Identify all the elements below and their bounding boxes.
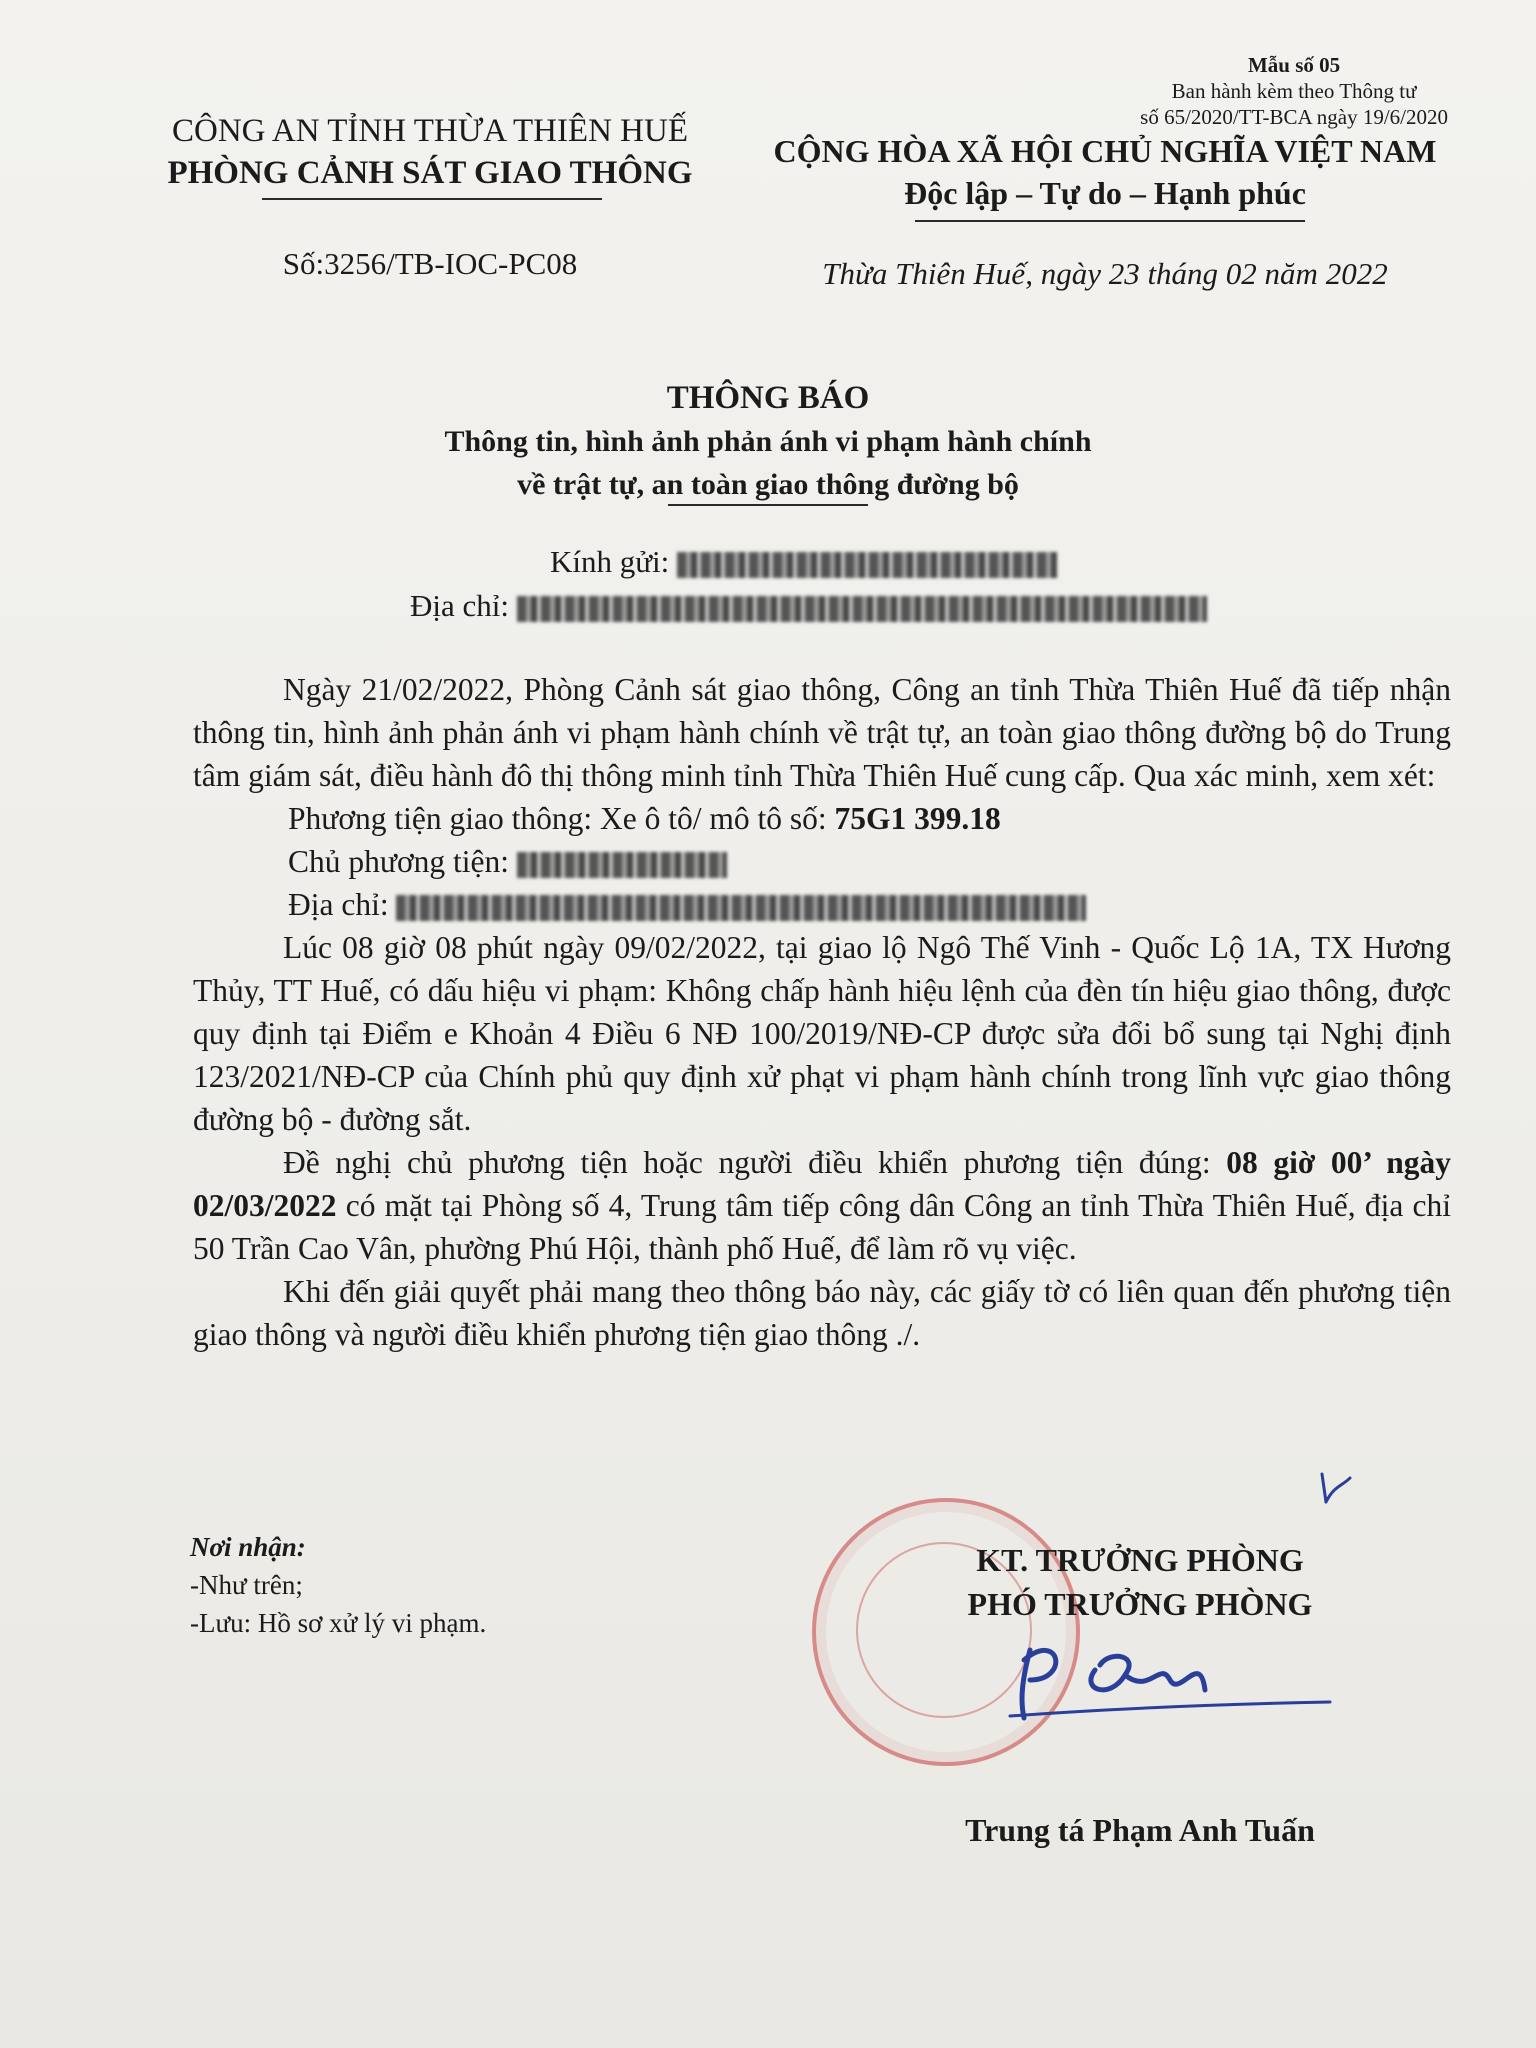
- recipient-address-line: [350, 584, 1450, 628]
- recipient-item: -Như trên;: [190, 1570, 303, 1600]
- paragraph-intro: Ngày 21/02/2022, Phòng Cảnh sát giao thông, Công an tỉnh Thừa Thiên Huế đã tiếp nhận thông tin, hình ảnh phản ánh vi phạm hành chính về trật tự, an toàn giao thông đường bộ do Trung tâm giám sát, điều hành đô thị thông minh tỉnh Thừa Thiên Huế cung cấp. Qua xác minh, xem xét:: [193, 672, 1451, 793]
- owner-line: [193, 840, 1451, 883]
- request-time: 08 giờ 00’ ngày 02/03/2022: [193, 1145, 1451, 1223]
- request-start: Đề nghị chủ phương tiện hoặc người điều khiển phương tiện đúng:: [283, 1145, 1211, 1180]
- subtitle-line1: Thông tin, hình ảnh phản ánh vi phạm hành chính: [444, 425, 1092, 458]
- paragraph-documents: Khi đến giải quyết phải mang theo thông báo này, các giấy tờ có liên quan đến phương tiện giao thông và người điều khiển phương tiện giao thông ./.: [193, 1274, 1451, 1352]
- recipients-list: [190, 1528, 486, 1642]
- form-issued-line1: Ban hành kèm theo Thông tư: [1171, 79, 1417, 103]
- issuing-agency: [150, 110, 710, 194]
- redacted-name: [677, 552, 1057, 578]
- paragraph-request: [193, 1141, 1451, 1270]
- handwritten-signature: [1000, 1620, 1340, 1730]
- redacted-owner: [517, 852, 727, 878]
- signature-title2: PHÓ TRƯỞNG PHÒNG: [967, 1586, 1313, 1622]
- agency-department: PHÒNG CẢNH SÁT GIAO THÔNG: [167, 155, 693, 191]
- signature-block: [870, 1538, 1410, 1626]
- agency-underline: [262, 198, 602, 200]
- form-reference: [1140, 52, 1448, 130]
- form-number: Mẫu số 05: [1247, 53, 1341, 77]
- place-date: Thừa Thiên Huế, ngày 23 tháng 02 năm 2022: [822, 256, 1388, 291]
- agency-parent: CÔNG AN TỈNH THỪA THIÊN HUẾ: [171, 113, 688, 149]
- title-block: [0, 376, 1536, 506]
- redacted-address: [517, 596, 1207, 622]
- recipient-block: [350, 540, 1450, 628]
- document-body: [193, 668, 1451, 1356]
- redacted-owner-address: [396, 895, 1086, 921]
- recipient-label: Kính gửi:: [550, 544, 670, 579]
- owner-address-line: [193, 883, 1451, 926]
- subtitle-line2: về trật tự, an toàn giao thông đường bộ: [517, 468, 1019, 501]
- vehicle-plate: 75G1 399.18: [834, 801, 1001, 836]
- recipients-heading: Nơi nhận:: [190, 1532, 306, 1562]
- initial-mark: [1316, 1468, 1356, 1508]
- signer-name: Trung tá Phạm Anh Tuấn: [965, 1812, 1315, 1848]
- document-title: THÔNG BÁO: [666, 380, 870, 416]
- vehicle-line: [193, 797, 1451, 840]
- request-end: có mặt tại Phòng số 4, Trung tâm tiếp công dân Công an tỉnh Thừa Thiên Huế, địa chỉ 50 Trần Cao Vân, phường Phú Hội, thành phố Huế, để làm rõ vụ việc.: [193, 1188, 1451, 1266]
- owner-address-label: Địa chỉ:: [288, 887, 389, 922]
- recipient-address-label: Địa chỉ:: [410, 588, 509, 623]
- recipient-item: -Lưu: Hồ sơ xử lý vi phạm.: [190, 1608, 487, 1638]
- title-underline: [668, 504, 868, 506]
- motto-underline: [915, 220, 1305, 222]
- document-number: Số:3256/TB-IOC-PC08: [282, 246, 578, 281]
- nation-name: CỘNG HÒA XÃ HỘI CHỦ NGHĨA VIỆT NAM: [773, 133, 1437, 169]
- national-header: [735, 130, 1475, 214]
- paragraph-violation: Lúc 08 giờ 08 phút ngày 09/02/2022, tại giao lộ Ngô Thế Vinh - Quốc Lộ 1A, TX Hương Thủy, TT Huế, có dấu hiệu vi phạm: Không chấp hành hiệu lệnh của đèn tín hiệu giao thông, được quy định tại Điểm e Khoản 4 Điều 6 NĐ 100/2019/NĐ-CP được sửa đổi bổ sung tại Nghị định 123/2021/NĐ-CP của Chính phủ quy định xử phạt vi phạm hành chính trong lĩnh vực giao thông đường bộ - đường sắt.: [193, 930, 1451, 1137]
- vehicle-label: Phương tiện giao thông: Xe ô tô/ mô tô số:: [288, 801, 827, 836]
- signature-title1: KT. TRƯỞNG PHÒNG: [976, 1542, 1304, 1578]
- nation-motto: Độc lập – Tự do – Hạnh phúc: [904, 175, 1306, 211]
- form-issued-line2: số 65/2020/TT-BCA ngày 19/6/2020: [1140, 105, 1448, 129]
- recipient-line: [350, 540, 1450, 584]
- owner-label: Chủ phương tiện:: [288, 844, 509, 879]
